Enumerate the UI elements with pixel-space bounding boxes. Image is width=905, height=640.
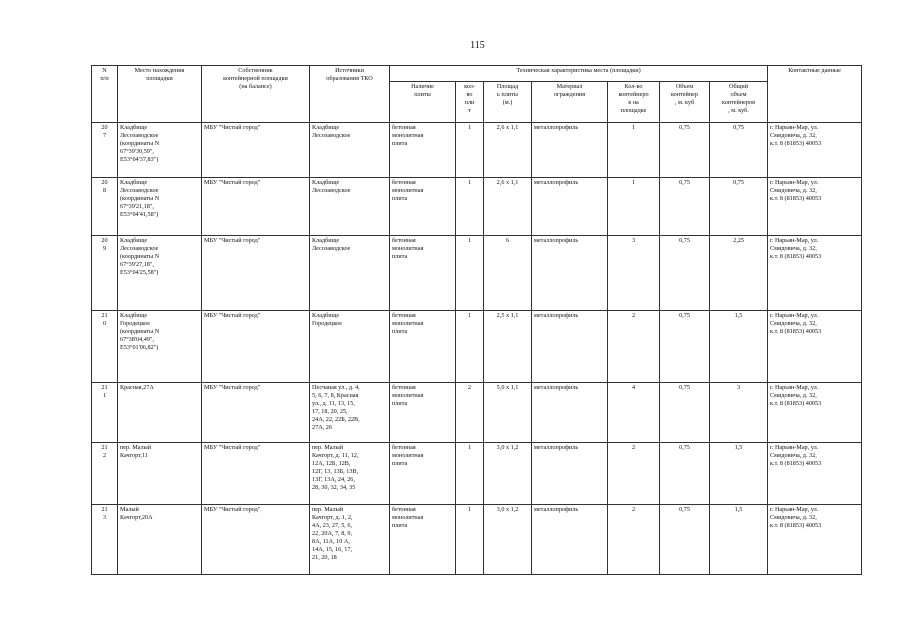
total-volume-cell: 1,5 [710, 443, 768, 505]
plate-area-cell: 2,6 х 1,1 [484, 123, 532, 178]
fence-material-cell: металлопрофиль [532, 178, 608, 236]
header-no: N п/п [92, 66, 118, 123]
site-location-cell: Кладбище Лесозаводское (координаты N 67°39'21,18", E53°04'41,58") [118, 178, 202, 236]
plate-area-cell: 5,0 х 1,1 [484, 383, 532, 443]
header-location: Место нахождения площадки [118, 66, 202, 123]
site-owner-cell: МБУ "Чистый город" [202, 383, 310, 443]
contact-details-cell: г. Нарьян-Мар, ул. Смидовича, д. 32, к.т. 8 (81853) 40053 [768, 311, 862, 383]
fence-material-cell: металлопрофиль [532, 383, 608, 443]
site-location-cell: Кладбище Лесозаводское (координаты N 67°39'27,18", E53°04'25,58") [118, 236, 202, 311]
site-owner-cell: МБУ "Чистый город" [202, 123, 310, 178]
header-owner: Собственник контейнерной площадки (на балансе) [202, 66, 310, 123]
table-row [92, 178, 862, 236]
site-owner-cell: МБУ "Чистый город" [202, 236, 310, 311]
container-count-cell: 3 [608, 236, 660, 311]
fence-material-cell: металлопрофиль [532, 311, 608, 383]
total-volume-cell: 0,75 [710, 178, 768, 236]
header-contacts: Контактные данные [768, 66, 862, 123]
site-location-cell: пер. Малый Качгорт,11 [118, 443, 202, 505]
site-number-cell: 21 3 [92, 505, 118, 575]
header-fence-material: Материал ограждения [532, 82, 608, 123]
table-row [92, 383, 862, 443]
plate-count-cell: 1 [456, 505, 484, 575]
total-volume-cell: 0,75 [710, 123, 768, 178]
waste-site-registry-table [91, 65, 862, 575]
header-plate-area: Площад ь плиты (м.) [484, 82, 532, 123]
plate-count-cell: 2 [456, 383, 484, 443]
site-number-cell: 20 7 [92, 123, 118, 178]
waste-source-cell: Кладбище Лесозаводское [310, 123, 390, 178]
registry-body [92, 123, 862, 575]
fence-material-cell: металлопрофиль [532, 505, 608, 575]
header-plates: Наличие плиты [390, 82, 456, 123]
header-container-volume: Объем контейнер , м. куб [660, 82, 710, 123]
waste-source-cell: Песчаная ул., д. 4, 5, 6, 7, 8, Красная ул., д. 11, 13, 15, 17, 18, 20, 25, 24А, 22, 22Б, 22В, 27А, 26 [310, 383, 390, 443]
plate-area-cell: 2,5 х 1,1 [484, 311, 532, 383]
site-owner-cell: МБУ "Чистый город" [202, 311, 310, 383]
site-owner-cell: МБУ "Чистый город" [202, 178, 310, 236]
plate-area-cell: 3,0 х 1,2 [484, 505, 532, 575]
container-count-cell: 2 [608, 505, 660, 575]
site-owner-cell: МБУ "Чистый город" [202, 443, 310, 505]
plate-type-cell: бетонная монолитная плита [390, 236, 456, 311]
total-volume-cell: 1,5 [710, 505, 768, 575]
container-count-cell: 1 [608, 178, 660, 236]
plate-count-cell: 1 [456, 443, 484, 505]
header-row-top [92, 66, 862, 82]
header-technical: Техническая характеристика места (площадки) [390, 66, 768, 82]
waste-source-cell: пер. Малый Качгорт, д. 1, 2, 4А, 23, 27, 5, 6, 22, 20А, 7, 8, 9, 8А, 11А, 10 А, 14А, 15, 16, 17, 21, 20, 18 [310, 505, 390, 575]
plate-type-cell: бетонная монолитная плита [390, 505, 456, 575]
site-owner-cell: МБУ "Чистый город" [202, 505, 310, 575]
container-volume-cell: 0,75 [660, 178, 710, 236]
plate-area-cell: 2,6 х 1,1 [484, 178, 532, 236]
header-plate-count: кол- во пли т [456, 82, 484, 123]
site-location-cell: Красная,27А [118, 383, 202, 443]
site-number-cell: 21 1 [92, 383, 118, 443]
container-count-cell: 4 [608, 383, 660, 443]
site-number-cell: 21 2 [92, 443, 118, 505]
header-container-count: Кол-во контейнеро в на площадке [608, 82, 660, 123]
container-volume-cell: 0,75 [660, 505, 710, 575]
plate-type-cell: бетонная монолитная плита [390, 178, 456, 236]
fence-material-cell: металлопрофиль [532, 443, 608, 505]
fence-material-cell: металлопрофиль [532, 123, 608, 178]
contact-details-cell: г. Нарьян-Мар, ул. Смидовича, д. 32, к.т. 8 (81853) 40053 [768, 178, 862, 236]
plate-count-cell: 1 [456, 123, 484, 178]
total-volume-cell: 1,5 [710, 311, 768, 383]
site-location-cell: Кладбище Лесозаводское (координаты N 67°39'30,59", E53°04'37,83") [118, 123, 202, 178]
contact-details-cell: г. Нарьян-Мар, ул. Смидовича, д. 32, к.т. 8 (81853) 40053 [768, 236, 862, 311]
container-count-cell: 2 [608, 311, 660, 383]
plate-type-cell: бетонная монолитная плита [390, 311, 456, 383]
table-row [92, 505, 862, 575]
waste-source-cell: Кладбище Лесозаводское [310, 178, 390, 236]
site-location-cell: Кладбище Городецкое (координаты N 67°38'04,49", E53°01'06,82") [118, 311, 202, 383]
table-row [92, 311, 862, 383]
waste-source-cell: Кладбище Лесозаводское [310, 236, 390, 311]
plate-type-cell: бетонная монолитная плита [390, 383, 456, 443]
container-count-cell: 1 [608, 123, 660, 178]
contact-details-cell: г. Нарьян-Мар, ул. Смидовича, д. 32, к.т. 8 (81853) 40053 [768, 443, 862, 505]
plate-count-cell: 1 [456, 311, 484, 383]
contact-details-cell: г. Нарьян-Мар, ул. Смидовича, д. 32, к.т. 8 (81853) 40053 [768, 505, 862, 575]
contact-details-cell: г. Нарьян-Мар, ул. Смидовича, д. 32, к.т. 8 (81853) 40053 [768, 123, 862, 178]
plate-area-cell: 3,0 х 1,2 [484, 443, 532, 505]
total-volume-cell: 3 [710, 383, 768, 443]
container-volume-cell: 0,75 [660, 383, 710, 443]
waste-source-cell: Кладбище Городецкое [310, 311, 390, 383]
fence-material-cell: металлопрофиль [532, 236, 608, 311]
container-volume-cell: 0,75 [660, 236, 710, 311]
container-count-cell: 2 [608, 443, 660, 505]
plate-area-cell: 6 [484, 236, 532, 311]
waste-source-cell: пер. Малый Качгорт, д. 11, 12, 12А, 12Б, 12В, 12Г, 13, 13Б, 13В, 13Г, 13А, 24, 26, 28, 30, 32, 34, 35 [310, 443, 390, 505]
plate-count-cell: 1 [456, 178, 484, 236]
site-location-cell: Малый Качгорт,20А [118, 505, 202, 575]
site-number-cell: 21 0 [92, 311, 118, 383]
site-number-cell: 20 8 [92, 178, 118, 236]
site-number-cell: 20 9 [92, 236, 118, 311]
container-volume-cell: 0,75 [660, 123, 710, 178]
plate-count-cell: 1 [456, 236, 484, 311]
header-total-volume: Общий объем контейнеров , м. куб. [710, 82, 768, 123]
plate-type-cell: бетонная монолитная плита [390, 123, 456, 178]
table-row [92, 123, 862, 178]
container-volume-cell: 0,75 [660, 311, 710, 383]
page-number: 115 [470, 40, 485, 51]
table-row [92, 443, 862, 505]
contact-details-cell: г. Нарьян-Мар, ул. Смидовича, д. 32, к.т. 8 (81853) 40053 [768, 383, 862, 443]
plate-type-cell: бетонная монолитная плита [390, 443, 456, 505]
container-volume-cell: 0,75 [660, 443, 710, 505]
table-row [92, 236, 862, 311]
total-volume-cell: 2,25 [710, 236, 768, 311]
header-source: Источники образования ТКО [310, 66, 390, 123]
